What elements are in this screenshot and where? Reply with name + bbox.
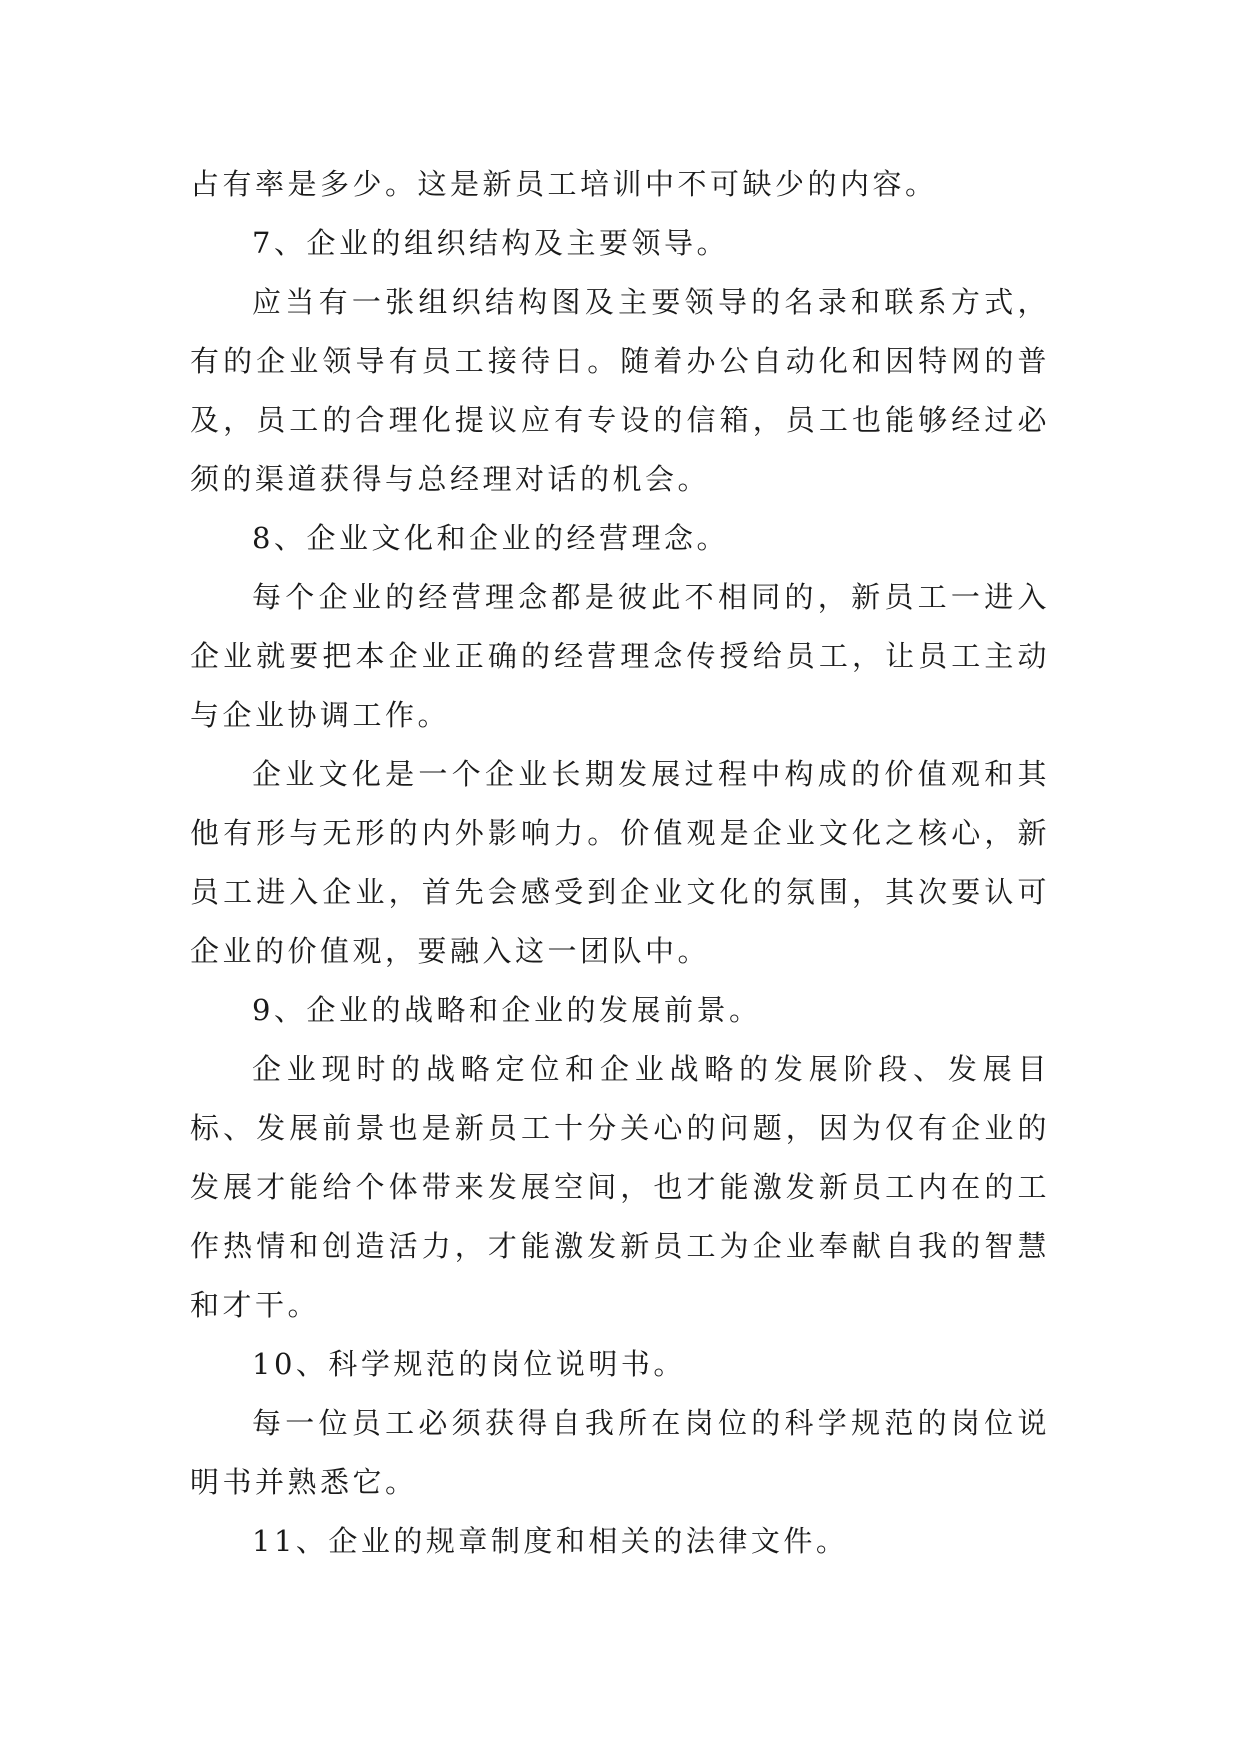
heading-item-11: 11、企业的规章制度和相关的法律文件。 [252,1524,849,1558]
heading-item-9: 9、企业的战略和企业的发展前景。 [252,993,762,1027]
heading-item-7: 7、企业的组织结构及主要领导。 [252,226,729,260]
paragraph-org-structure: 应当有一张组织结构图及主要领导的名录和联系方式，有的企业领导有员工接待日。随着办公自动化和因特网的普及，员工的合理化提议应有专设的信箱，员工也能够经过必须的渠道获得与总经理对话的机会。 [190,285,1050,496]
paragraph-continuation: 占有率是多少。这是新员工培训中不可缺少的内容。 [190,167,938,201]
paragraph-business-philosophy: 每个企业的经营理念都是彼此不相同的，新员工一进入企业就要把本企业正确的经营理念传授给员工，让员工主动与企业协调工作。 [190,580,1050,732]
document-body [190,155,1050,1571]
paragraph-job-description: 每一位员工必须获得自我所在岗位的科学规范的岗位说明书并熟悉它。 [190,1406,1050,1499]
heading-item-8: 8、企业文化和企业的经营理念。 [252,521,729,555]
paragraph-corporate-culture: 企业文化是一个企业长期发展过程中构成的价值观和其他有形与无形的内外影响力。价值观是企业文化之核心，新员工进入企业，首先会感受到企业文化的氛围，其次要认可企业的价值观，要融入这一团队中。 [190,757,1050,968]
paragraph-strategy: 企业现时的战略定位和企业战略的发展阶段、发展目标、发展前景也是新员工十分关心的问题，因为仅有企业的发展才能给个体带来发展空间，也才能激发新员工内在的工作热情和创造活力，才能激发新员工为企业奉献自我的智慧和才干。 [190,1052,1050,1322]
heading-item-10: 10、科学规范的岗位说明书。 [252,1347,686,1381]
